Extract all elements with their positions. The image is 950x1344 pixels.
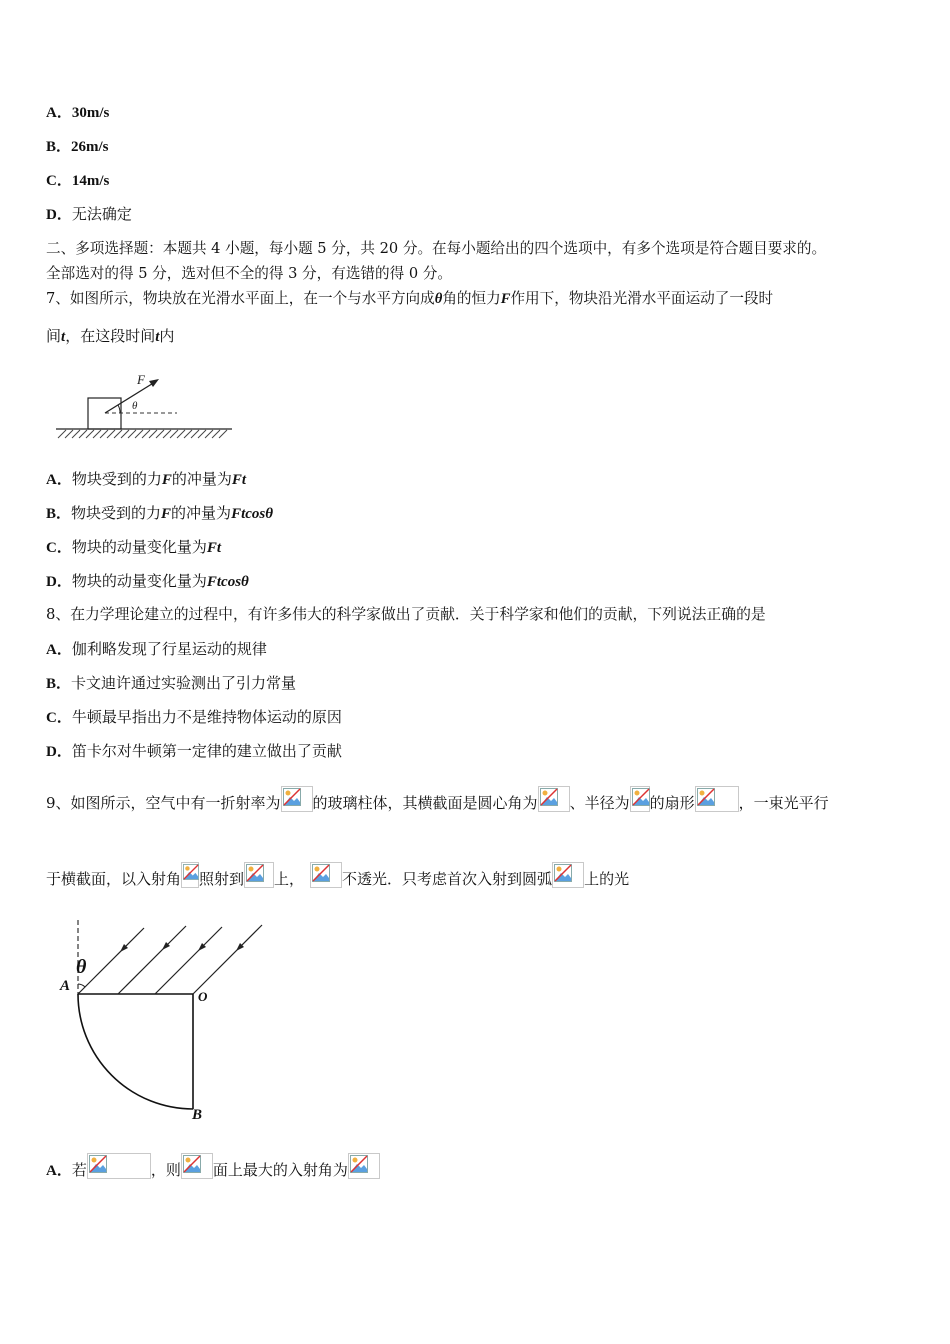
broken-image-icon [630, 786, 650, 812]
q7-block-force-diagram [52, 368, 237, 443]
broken-image-icon [281, 786, 313, 812]
broken-image-icon [244, 862, 274, 888]
point-a-label: A [60, 978, 71, 994]
q8-option-d: D．笛卡尔对牛顿第一定律的建立做出了贡献 [46, 742, 342, 760]
q8-stem: 8、在力学理论建立的过程中，有许多伟大的科学家做出了贡献．关于科学家和他们的贡献，下列说法正确的是 [46, 606, 766, 623]
q9-stem-line2: 于横截面，以入射角 照射到 上， 不透光．只考虑首次入射到圆弧 上的光 [46, 862, 629, 889]
q7-option-d: D．物块的动量变化量为Ftcosθ [46, 572, 249, 590]
q6-option-a: A．30m/s [46, 105, 110, 121]
q8-option-b: B．卡文迪许通过实验测出了引力常量 [46, 674, 297, 692]
q9-option-a: A．若 ，则 面上最大的入射角为 [46, 1153, 380, 1181]
q7-option-a: A．物块受到的力F的冲量为Ft [46, 470, 247, 488]
broken-image-icon [552, 862, 584, 888]
q7-stem-line1: 7、如图所示，物块放在光滑水平面上，在一个与水平方向成θ角的恒力F作用下，物块沿光滑水平面运动了一段时 [46, 290, 774, 307]
broken-image-icon [310, 862, 342, 888]
q9-glass-sector-diagram [50, 915, 275, 1125]
section2-heading-line2: 全部选对的得 5 分，选对但不全的得 3 分，有选错的得 0 分。 [46, 265, 452, 282]
q7-option-b: B．物块受到的力F的冲量为Ftcosθ [46, 504, 274, 522]
broken-image-icon [348, 1153, 380, 1179]
broken-image-icon [538, 786, 570, 812]
broken-image-icon [181, 1153, 213, 1179]
point-o-label: O [198, 989, 208, 1004]
force-label: F [137, 372, 145, 387]
angle-label: θ [132, 400, 138, 412]
section2-heading-line1: 二、多项选择题：本题共 4 小题，每小题 5 分，共 20 分。在每小题给出的四个选项中，有多个选项是符合题目要求的。 [46, 240, 827, 257]
q7-stem-line2: 间t，在这段时间t内 [46, 327, 175, 345]
q9-stem-line1: 9、如图所示，空气中有一折射率为 的玻璃柱体，其横截面是圆心角为 、半径为 的扇形 ，一束光平行 [46, 786, 829, 813]
q7-option-c: C．物块的动量变化量为Ft [46, 538, 222, 556]
q6-option-c: C．14m/s [46, 173, 110, 189]
broken-image-icon [181, 862, 199, 888]
q8-option-c: C．牛顿最早指出力不是维持物体运动的原因 [46, 708, 342, 726]
point-b-label: B [192, 1107, 203, 1123]
broken-image-icon [87, 1153, 151, 1179]
broken-image-icon [695, 786, 739, 812]
q8-option-a: A．伽利略发现了行星运动的规律 [46, 640, 267, 658]
theta-label: θ [76, 956, 87, 978]
q6-option-b: B．26m/s [46, 139, 109, 155]
q6-option-d: D．无法确定 [46, 205, 132, 223]
